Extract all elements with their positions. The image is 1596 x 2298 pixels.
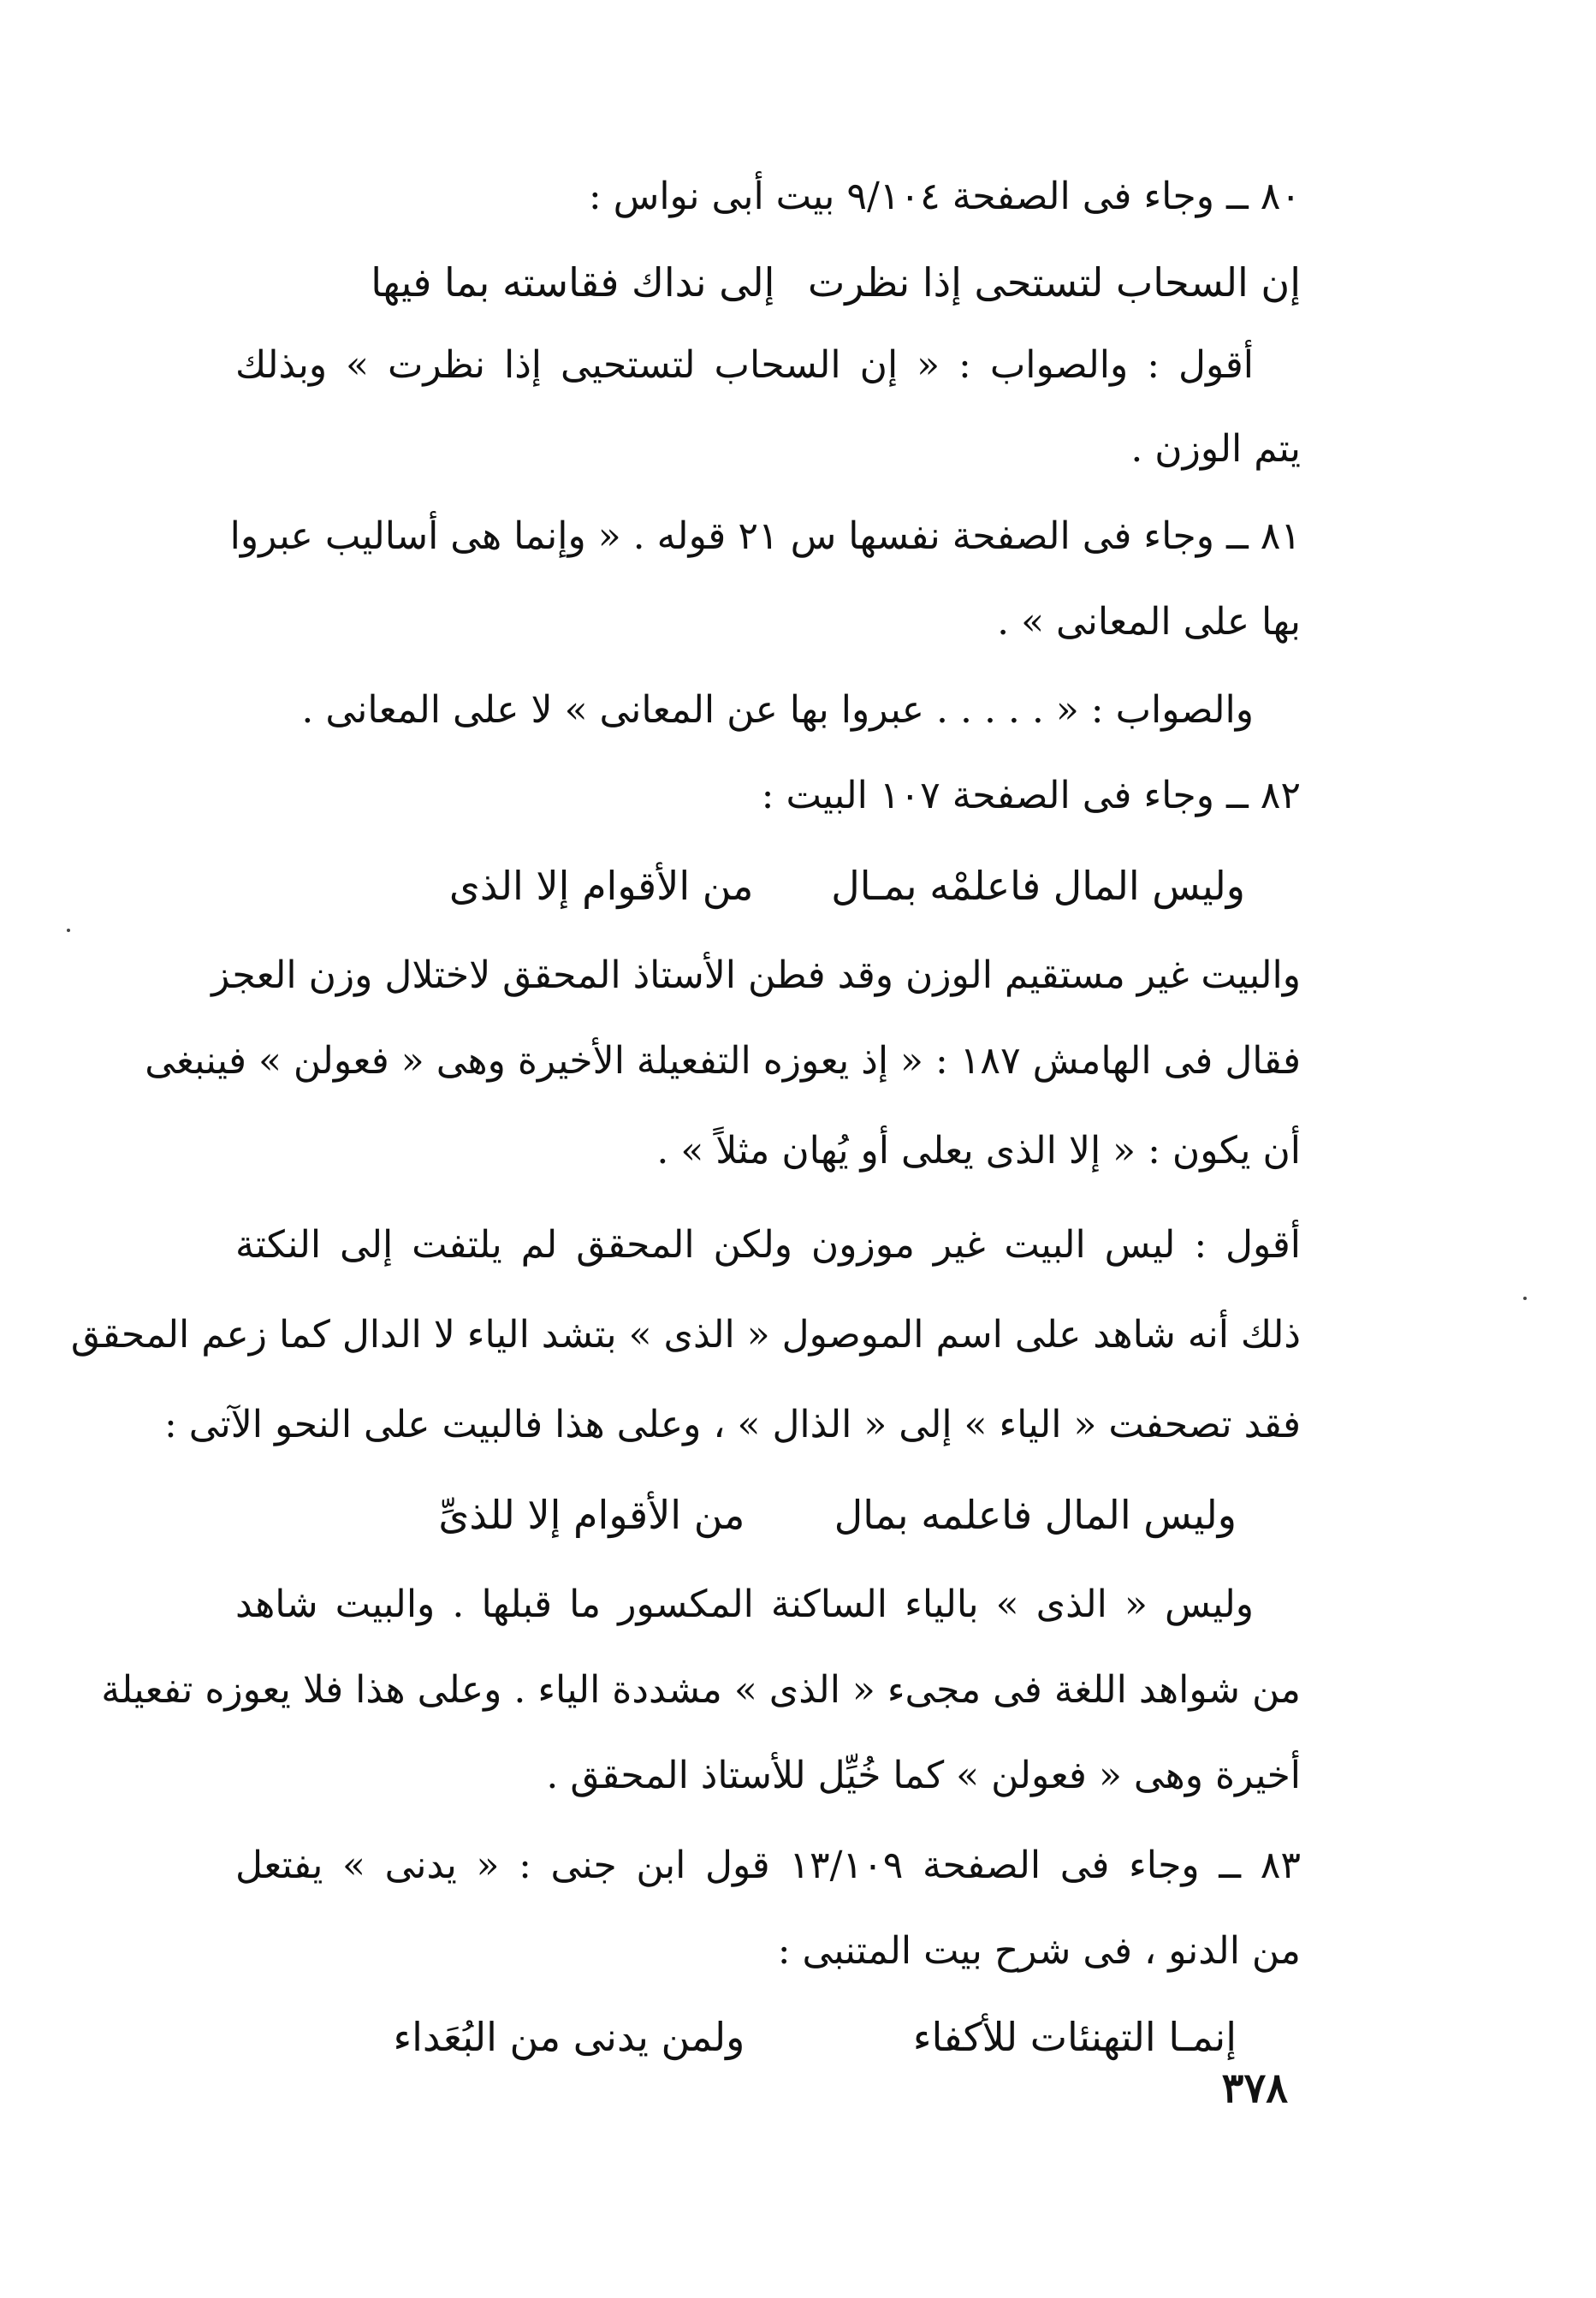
verse-first-hemistich: وليس المال فاعلمْه بمـال (831, 863, 1245, 909)
text-line: ذلك أنه شاهد على اسم الموصول « الذى » بتشد الياء لا الدال كما زعم المحقق (70, 1313, 1301, 1357)
verse-second-hemistich: ولمن يدنى من البُعَداء (393, 2014, 745, 2060)
page-number: ٣٧٨ (1221, 2064, 1288, 2112)
text-line: والصواب : « . . . . . عبروا بها عن المعانى » لا على المعانى . (301, 688, 1254, 732)
verse-first-hemistich: إن السحاب لتستحى إذا نظرت (807, 259, 1301, 306)
verse-line (295, 1468, 1237, 1562)
verse-first-hemistich: وليس المال فاعلمه بمال (834, 1492, 1237, 1538)
text-line: أخيرة وهى « فعولن » كما خُيِّل للأستاذ المحقق . (546, 1754, 1301, 1797)
scan-speck (1523, 1297, 1527, 1300)
verse-second-hemistich: من الأقوام إلا الذى (448, 863, 754, 909)
text-line-item-83: ٨٣ ــ وجاء فى الصفحة ١٣/١٠٩ قول ابن جنى : « يدنى » يفتعل (235, 1844, 1301, 1887)
text-line: يتم الوزن . (1130, 427, 1301, 471)
text-line: من الدنو ، فى شرح بيت المتنبى : (777, 1929, 1301, 1973)
text-line: بها على المعانى » . (997, 600, 1301, 644)
text-line: أقول : ليس البيت غير موزون ولكن المحقق لم يلتفت إلى النكتة (235, 1223, 1301, 1267)
text-line: من شواهد اللغة فى مجىء « الذى » مشددة الياء . وعلى هذا فلا يعوزه تفعيلة (101, 1668, 1301, 1712)
verse-line (295, 1990, 1237, 2084)
text-line-item-82: ٨٢ ــ وجاء فى الصفحة ١٠٧ البيت : (761, 774, 1301, 817)
verse-second-hemistich: من الأقوام إلا للذىِّ (438, 1492, 745, 1538)
text-line: فقال فى الهامش ١٨٧ : « إذ يعوزه التفعيلة الأخيرة وهى « فعولن » فينبغى (145, 1039, 1301, 1083)
verse-second-hemistich: إلى نداك فقاسته بما فيها (371, 259, 775, 306)
text-line-item-81: ٨١ ــ وجاء فى الصفحة نفسها س ٢١ قوله . « وإنما هى أساليب عبروا (229, 514, 1301, 558)
verse-line (287, 839, 1245, 933)
text-line: أقول : والصواب : « إن السحاب لتستحيى إذا نظرت » وبذلك (235, 343, 1254, 387)
text-line: فقد تصحفت « الياء » إلى « الذال » ، وعلى هذا فالبيت على النحو الآتى : (163, 1403, 1301, 1446)
verse-line (235, 235, 1301, 330)
scan-speck (67, 929, 70, 932)
text-line: والبيت غير مستقيم الوزن وقد فطن الأستاذ المحقق لاختلال وزن العجز (211, 953, 1301, 997)
text-line: أن يكون : « إلا الذى يعلى أو يُهان مثلاً » . (656, 1129, 1301, 1173)
text-line: وليس « الذى » بالياء الساكنة المكسور ما قبلها . والبيت شاهد (235, 1582, 1254, 1626)
text-line-item-80: ٨٠ ــ وجاء فى الصفحة ٩/١٠٤ بيت أبى نواس : (588, 175, 1301, 218)
verse-first-hemistich: إنمـا التهنئات للأكفاء (912, 2014, 1237, 2060)
